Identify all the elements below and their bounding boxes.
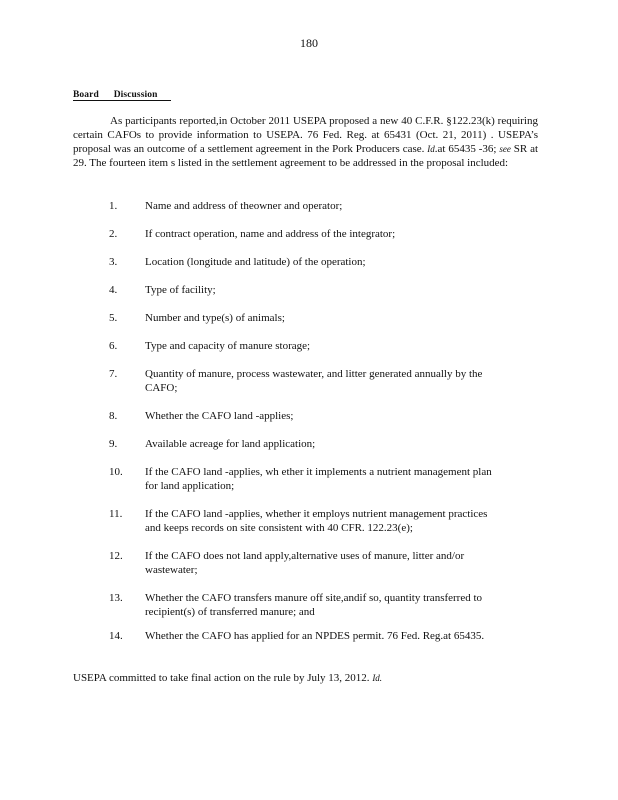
intro-line-2: requiring certain CAFOs to provide information to USEPA. 76 Fed. Reg. at 65431 (Oct. 21, [73,115,538,141]
section-heading [73,90,171,101]
list-item-number: 11. [109,508,123,520]
list-item-text: Whether the CAFO transfers manure off site,andif so, quantity transferred to recipient(s) of transferred manure; and [145,592,483,618]
list-item-number: 4. [109,284,118,296]
list-item [73,409,610,423]
list-item-number: 10. [109,466,123,478]
list-item [73,629,610,643]
page-number: 180 [300,36,318,50]
list-item [73,199,610,213]
intro-line-3: 2011) . USEPA’s proposal was an outcome of a settlement agreement in the Pork Producers [73,129,539,155]
intro-id-citation: Id [427,144,435,154]
list-item-text: Available acreage for land application; [145,438,316,450]
list-item-number: 9. [109,438,118,450]
section-heading-underline [73,90,171,101]
section-heading-discussion: Discussion [113,90,158,100]
list-item [73,437,610,451]
list-item-number: 2. [109,228,118,240]
list-item-text: Location (longitude and latitude) of the operation; [145,256,366,268]
list-item [73,311,610,325]
intro-line-4a: case. [402,143,425,155]
closing-citation: Id. [372,673,383,683]
list-item-number: 3. [109,256,118,268]
intro-line-4b: .at 65435 -36; [434,143,497,155]
intro-line-1: As participants reported,in October 2011 USEPA proposed a new 40 C.F.R. §122.23(k) [110,115,495,127]
list-item-number: 14. [109,630,123,642]
list-item-text: Type and capacity of manure storage; [145,340,311,352]
list-item-text: If the CAFO land -applies, whether it employs nutrient management practices and keeps records on site consistent with 40 CFR. 122.23(e); [145,508,488,534]
section-heading-board: Board [73,90,99,100]
list-item-text: Number and type(s) of animals; [145,312,285,324]
closing-text: USEPA committed to take final action on the rule by July 13, 2012. [73,672,370,684]
intro-line-5: addressed in the proposal included: [352,157,509,169]
list-item [73,367,610,395]
list-item-number: 1. [109,200,118,212]
intro-text [73,114,538,170]
list-item-number: 8. [109,410,118,422]
list-item-text: If contract operation, name and address of the integrator; [145,228,396,240]
list-item-text: Type of facility; [145,284,216,296]
list-item-text: If the CAFO does not land apply,alternative uses of manure, litter and/or wastewater; [145,550,465,576]
list-item [73,339,610,353]
closing-paragraph [73,671,538,685]
list-item-text: Whether the CAFO has applied for an NPDES permit. 76 Fed. Reg.at 65435. [145,630,485,642]
list-item [73,465,610,493]
list-item [73,591,610,619]
intro-paragraph [73,114,538,170]
list-item [73,227,610,241]
list-item [73,549,610,577]
list-item-number: 6. [109,340,118,352]
list-item [73,255,610,269]
list-item-text: If the CAFO land -applies, wh ether it implements a nutrient management plan for land application; [145,466,492,492]
list-item [73,283,610,297]
intro-line-4c: SR at 29. The fourteen item s listed in the settlement agreement to be [73,143,539,169]
list-item [73,507,610,535]
list-item-text: Quantity of manure, process wastewater, and litter generated annually by the CAFO; [145,368,483,394]
list-item-text: Whether the CAFO land -applies; [145,410,294,422]
intro-see-signal: see [499,144,511,154]
list-item-number: 12. [109,550,123,562]
list-item-text: Name and address of theowner and operator; [145,200,343,212]
list-item-number: 5. [109,312,118,324]
list-item-number: 7. [109,368,118,380]
list-item-number: 13. [109,592,123,604]
